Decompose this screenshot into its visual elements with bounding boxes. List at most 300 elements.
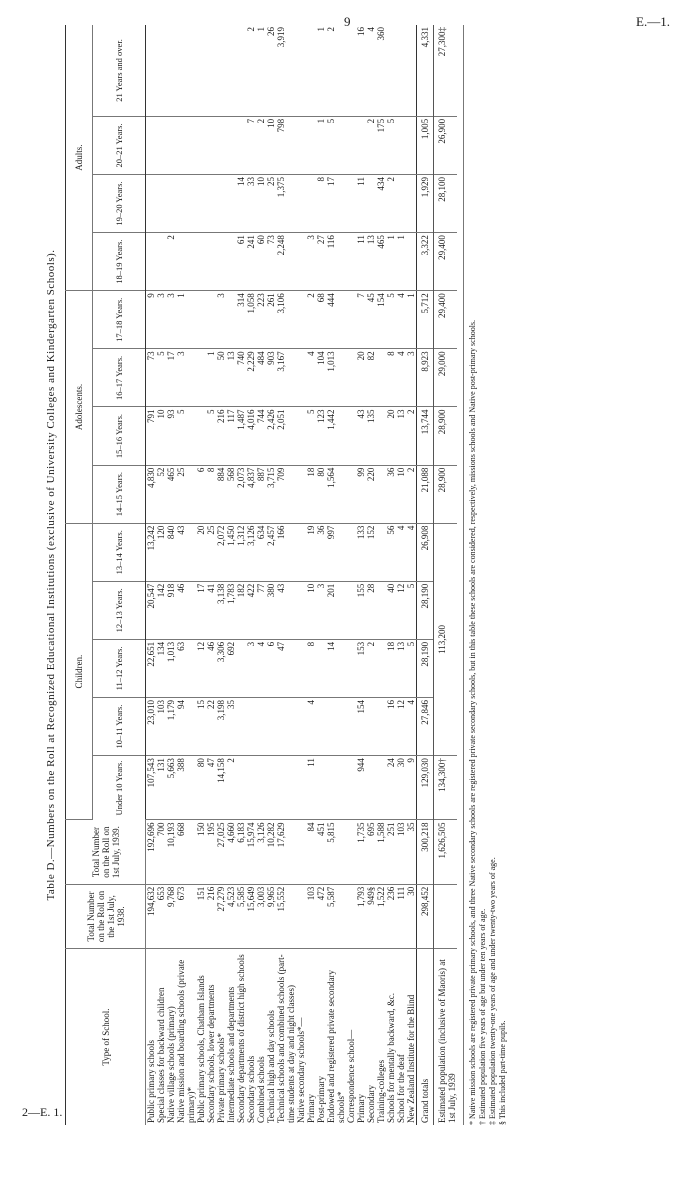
- totals-cell: 8,923: [417, 349, 434, 407]
- column-header: 21 Years and over.: [93, 25, 146, 116]
- table-cell: 5,663: [166, 756, 176, 820]
- table-cell: 634: [256, 523, 266, 581]
- table-cell: [376, 349, 386, 407]
- table-cell: 47: [276, 639, 296, 697]
- table-row: [316, 25, 326, 1125]
- table-cell: [216, 116, 226, 174]
- table-cell: 740: [236, 349, 246, 407]
- table-cell: 11: [356, 175, 366, 233]
- column-header: 17–18 Years.: [93, 291, 146, 349]
- rotated-table-block: [45, 25, 665, 1125]
- row-label: Native mission and boarding schools (private primary)*: [176, 959, 196, 1123]
- table-cell: 84: [306, 820, 316, 884]
- table-cell: 10: [256, 175, 266, 233]
- table-cell: 154: [376, 291, 386, 349]
- table-cell: 111: [396, 884, 406, 948]
- table-cell: 36: [386, 465, 396, 523]
- table-cell: [276, 698, 296, 756]
- table-cell: 18: [306, 465, 316, 523]
- table-cell: [266, 698, 276, 756]
- table-cell: 9,965: [266, 884, 276, 948]
- table-row: [236, 25, 246, 1125]
- table-cell: [216, 25, 226, 116]
- table-cell: 80: [196, 756, 206, 820]
- table-cell: [386, 25, 396, 116]
- table-cell: [346, 25, 356, 116]
- table-cell: [376, 639, 386, 697]
- table-row: [306, 25, 316, 1125]
- table-cell: [226, 25, 236, 116]
- table-cell: 472: [316, 884, 326, 948]
- table-cell: 2: [306, 291, 316, 349]
- table-cell: [306, 175, 316, 233]
- table-cell: [206, 116, 216, 174]
- estimated-cell: 26,900: [434, 116, 458, 174]
- table-row: [196, 25, 206, 1125]
- table-cell: 3,306: [216, 639, 226, 697]
- table-cell: 27,025: [216, 820, 226, 884]
- table-cell: 99: [356, 465, 366, 523]
- table-cell: 1,522: [376, 884, 386, 948]
- table-cell: 7: [246, 116, 256, 174]
- table-cell: [296, 25, 306, 116]
- table-cell: 7: [356, 291, 366, 349]
- table-cell: [346, 581, 356, 639]
- table-cell: 1,442: [326, 407, 346, 465]
- table-cell: 94: [176, 698, 196, 756]
- table-cell: 15: [196, 698, 206, 756]
- table-cell: [226, 116, 236, 174]
- table-cell: [246, 698, 256, 756]
- table-cell: 840: [166, 523, 176, 581]
- row-label: Native secondary schools*—: [296, 1017, 306, 1123]
- estimated-cell: 28,900: [434, 465, 458, 523]
- table-cell: [176, 175, 196, 233]
- table-cell: 20: [196, 523, 206, 581]
- table-cell: 5: [176, 407, 196, 465]
- table-cell: 35: [226, 698, 236, 756]
- table-cell: [346, 291, 356, 349]
- table-cell: 465: [376, 233, 386, 291]
- table-cell: 13: [396, 639, 406, 697]
- table-cell: 798: [276, 116, 296, 174]
- table-cell: 103: [306, 884, 316, 948]
- table-cell: 709: [276, 465, 296, 523]
- table-cell: 20: [386, 407, 396, 465]
- column-header: Type of School.: [66, 949, 146, 1125]
- table-cell: [176, 25, 196, 116]
- table-cell: 4: [306, 698, 316, 756]
- table-row: [366, 25, 376, 1125]
- table-cell: 155: [356, 581, 366, 639]
- table-cell: 3: [176, 349, 196, 407]
- table-cell: 1: [316, 116, 326, 174]
- table-cell: 4: [396, 349, 406, 407]
- estimated-cell: 134,300†: [434, 756, 458, 820]
- table-cell: 12: [396, 581, 406, 639]
- table-cell: 251: [386, 820, 396, 884]
- table-row: [386, 25, 396, 1125]
- table-cell: 153: [356, 639, 366, 697]
- totals-cell: 21,088: [417, 465, 434, 523]
- table-cell: [346, 698, 356, 756]
- table-cell: 103: [156, 698, 166, 756]
- table-cell: 2,248: [276, 233, 296, 291]
- table-cell: 61: [236, 233, 246, 291]
- table-cell: [296, 698, 306, 756]
- table-cell: 223: [256, 291, 266, 349]
- table-cell: 13: [366, 233, 376, 291]
- table-cell: 1,588: [376, 820, 386, 884]
- table-cell: 653: [156, 884, 166, 948]
- table-cell: 1: [316, 25, 326, 116]
- table-cell: 3,919: [276, 25, 296, 116]
- estimated-cell: 27,300‡: [434, 25, 458, 116]
- table-cell: 36: [316, 523, 326, 581]
- table-cell: 3,126: [256, 820, 266, 884]
- table-cell: 10: [156, 407, 166, 465]
- table-cell: 997: [326, 523, 346, 581]
- table-cell: 19: [306, 523, 316, 581]
- table-cell: [156, 25, 166, 116]
- group-children: Children.: [66, 523, 93, 820]
- estimated-cell: 29,000: [434, 349, 458, 407]
- table-cell: 1,375: [276, 175, 296, 233]
- table-cell: [156, 233, 166, 291]
- row-label: School for the deaf: [396, 1054, 406, 1123]
- row-label: Combined schools: [256, 1056, 266, 1123]
- table-cell: 15,649: [246, 884, 256, 948]
- table-cell: 23,010: [146, 698, 157, 756]
- table-cell: [256, 698, 266, 756]
- table-row: [326, 25, 346, 1125]
- table-cell: [376, 698, 386, 756]
- table-cell: 194,632: [146, 884, 157, 948]
- table-cell: [236, 116, 246, 174]
- column-header: 16–17 Years.: [93, 349, 146, 407]
- table-cell: 1,312: [236, 523, 246, 581]
- row-label: Public primary schools, Chatham Islands: [196, 975, 206, 1123]
- table-row: [376, 25, 386, 1125]
- table-cell: 3,126: [246, 523, 256, 581]
- totals-cell: 298,452: [417, 884, 434, 948]
- totals-cell: 13,744: [417, 407, 434, 465]
- table-cell: [206, 175, 216, 233]
- table-cell: [166, 116, 176, 174]
- table-cell: [396, 175, 406, 233]
- table-cell: 182: [236, 581, 246, 639]
- table-cell: 3: [316, 581, 326, 639]
- table-cell: [326, 756, 346, 820]
- column-header: 10–11 Years.: [93, 698, 146, 756]
- footnote: † Estimated population five years of age but under ten years of age.: [478, 908, 487, 1125]
- table-cell: [196, 233, 206, 291]
- table-cell: [246, 756, 256, 820]
- table-cell: 2,051: [276, 407, 296, 465]
- row-label: Technical schools and combined schools (part-time students at day and night classes): [276, 954, 296, 1123]
- totals-cell: 300,218: [417, 820, 434, 884]
- table-cell: 5: [326, 116, 346, 174]
- table-cell: [406, 25, 417, 116]
- table-cell: 17,629: [276, 820, 296, 884]
- table-cell: 1,487: [236, 407, 246, 465]
- table-cell: 236: [386, 884, 396, 948]
- footnotes: [463, 25, 508, 1125]
- table-cell: 73: [146, 349, 157, 407]
- column-header: 19–20 Years.: [93, 175, 146, 233]
- table-cell: [346, 884, 356, 948]
- table-cell: [296, 116, 306, 174]
- table-cell: 27,279: [216, 884, 226, 948]
- table-cell: 120: [156, 523, 166, 581]
- table-cell: 142: [156, 581, 166, 639]
- table-cell: [196, 349, 206, 407]
- totals-cell: 4,331: [417, 25, 434, 116]
- table-cell: 25: [176, 465, 196, 523]
- table-row: [146, 25, 157, 1125]
- table-cell: 3,167: [276, 349, 296, 407]
- table-cell: 4: [406, 523, 417, 581]
- table-row: [166, 25, 176, 1125]
- table-cell: [366, 175, 376, 233]
- column-header: Under 10 Years.: [93, 756, 146, 820]
- table-cell: 2: [386, 175, 396, 233]
- table-cell: 3: [246, 639, 256, 697]
- totals-cell: 5,712: [417, 291, 434, 349]
- table-cell: 43: [276, 581, 296, 639]
- row-label: Primary: [306, 1094, 316, 1123]
- table-cell: 360: [376, 25, 386, 116]
- table-cell: 8: [386, 349, 396, 407]
- row-label: Secondary schools: [246, 1055, 256, 1123]
- table-body: [146, 25, 458, 1125]
- table-cell: [296, 291, 306, 349]
- table-cell: 314: [236, 291, 246, 349]
- table-cell: [146, 25, 157, 116]
- table-cell: [196, 25, 206, 116]
- table-cell: [216, 175, 226, 233]
- table-cell: 25: [266, 175, 276, 233]
- table-cell: 3: [306, 233, 316, 291]
- table-cell: [226, 291, 236, 349]
- table-cell: [236, 756, 246, 820]
- table-row: [356, 25, 366, 1125]
- table-cell: 11: [306, 756, 316, 820]
- table-cell: [256, 756, 266, 820]
- table-cell: 117: [226, 407, 236, 465]
- column-header: 12–13 Years.: [93, 581, 146, 639]
- table-cell: 12: [396, 698, 406, 756]
- table-cell: 2,457: [266, 523, 276, 581]
- table-cell: 5: [406, 581, 417, 639]
- row-label: Special classes for backward children: [156, 987, 166, 1123]
- table-cell: 1: [176, 291, 196, 349]
- table-cell: 2,072: [216, 523, 226, 581]
- table-cell: 2: [166, 233, 176, 291]
- table-cell: 944: [356, 756, 366, 820]
- table-cell: 11: [356, 233, 366, 291]
- table-cell: [226, 233, 236, 291]
- table-cell: 668: [176, 820, 196, 884]
- table-cell: 50: [216, 349, 226, 407]
- table-cell: [146, 116, 157, 174]
- table-cell: [146, 175, 157, 233]
- table-cell: [296, 233, 306, 291]
- table-cell: 16: [356, 25, 366, 116]
- column-header: Total Number on the Roll on 1st July, 1939.: [66, 820, 146, 884]
- table-cell: 17: [196, 581, 206, 639]
- table-row: [156, 25, 166, 1125]
- table-cell: 3: [156, 291, 166, 349]
- table-cell: 151: [196, 884, 206, 948]
- table-cell: 744: [256, 407, 266, 465]
- table-cell: [296, 639, 306, 697]
- table-cell: 116: [326, 233, 346, 291]
- table-cell: 422: [246, 581, 256, 639]
- table-cell: 27: [316, 233, 326, 291]
- table-cell: 4: [256, 639, 266, 697]
- table-cell: [346, 233, 356, 291]
- table-cell: 10: [266, 116, 276, 174]
- group-adults: Adults.: [66, 25, 93, 291]
- table-cell: 3,106: [276, 291, 296, 349]
- table-cell: [376, 756, 386, 820]
- table-row: [226, 25, 236, 1125]
- table-cell: [236, 698, 246, 756]
- table-cell: 46: [206, 639, 216, 697]
- row-label: Native village schools (primary): [166, 1006, 176, 1123]
- table-cell: 1: [386, 233, 396, 291]
- table-cell: [176, 233, 196, 291]
- table-cell: 13: [396, 407, 406, 465]
- table-cell: 18: [386, 639, 396, 697]
- table-cell: 5: [206, 407, 216, 465]
- table-cell: 43: [356, 407, 366, 465]
- table-cell: 13,242: [146, 523, 157, 581]
- table-cell: 3,715: [266, 465, 276, 523]
- table-cell: [206, 25, 216, 116]
- table-cell: 4: [406, 698, 417, 756]
- estimated-population-row: [434, 25, 458, 1125]
- estimated-cell: 29,400: [434, 291, 458, 349]
- column-header: 14–15 Years.: [93, 465, 146, 523]
- table-cell: 20,547: [146, 581, 157, 639]
- table-cell: 4,837: [246, 465, 256, 523]
- table-cell: 388: [176, 756, 196, 820]
- table-cell: [276, 756, 296, 820]
- table-cell: [296, 523, 306, 581]
- table-cell: [406, 116, 417, 174]
- table-cell: 2: [366, 116, 376, 174]
- table-cell: 4: [396, 291, 406, 349]
- row-label: Training-colleges: [376, 1059, 386, 1123]
- table-cell: 484: [256, 349, 266, 407]
- table-cell: 380: [266, 581, 276, 639]
- margin-mark: 2—E. 1.: [22, 1105, 63, 1119]
- table-cell: 4: [306, 349, 316, 407]
- table-cell: 261: [266, 291, 276, 349]
- table-row: [176, 25, 196, 1125]
- table-cell: 150: [196, 820, 206, 884]
- table-cell: [196, 407, 206, 465]
- table-cell: 17: [326, 175, 346, 233]
- table-cell: 5: [406, 639, 417, 697]
- table-cell: 5: [386, 291, 396, 349]
- table-cell: [356, 116, 366, 174]
- table-cell: 24: [386, 756, 396, 820]
- column-header: 18–19 Years.: [93, 233, 146, 291]
- table-row: [396, 25, 406, 1125]
- table-cell: 3: [166, 291, 176, 349]
- table-cell: 80: [316, 465, 326, 523]
- table-cell: [316, 756, 326, 820]
- table-cell: 2: [406, 465, 417, 523]
- table-cell: 4,016: [246, 407, 256, 465]
- table-cell: [406, 233, 417, 291]
- table-cell: [226, 175, 236, 233]
- table-cell: 10,193: [166, 820, 176, 884]
- table-cell: [296, 465, 306, 523]
- footnote: * Native mission schools are registered private primary schools, and three Native secondary schools are registered private secondary schools, but in this table these schools are considered, respectively, missions schools and Native post-primary schools.: [468, 319, 477, 1125]
- table-cell: 2: [406, 407, 417, 465]
- table-cell: 77: [256, 581, 266, 639]
- table-cell: 20: [356, 349, 366, 407]
- table-cell: [366, 756, 376, 820]
- table-cell: [316, 698, 326, 756]
- estimated-label: Estimated population (inclusive of Maoris) at 1st July, 1939: [437, 959, 457, 1123]
- enrolment-table: [65, 25, 457, 1125]
- table-cell: 4,660: [226, 820, 236, 884]
- table-row: [296, 25, 306, 1125]
- totals-cell: 27,846: [417, 698, 434, 756]
- table-cell: 568: [226, 465, 236, 523]
- table-cell: [296, 820, 306, 884]
- table-cell: 8: [306, 639, 316, 697]
- table-cell: 465: [166, 465, 176, 523]
- totals-cell: 1,005: [417, 116, 434, 174]
- footnote: ‡ Estimated population twenty-one years of age and under twenty-two years of age.: [488, 857, 497, 1125]
- row-label: Technical high and day schools: [266, 1010, 276, 1123]
- table-cell: 13: [226, 349, 236, 407]
- table-cell: 45: [366, 291, 376, 349]
- table-cell: 692: [226, 639, 236, 697]
- table-cell: 3,003: [256, 884, 266, 948]
- table-cell: 154: [356, 698, 366, 756]
- table-cell: 10: [396, 465, 406, 523]
- table-cell: [156, 116, 166, 174]
- table-cell: [206, 233, 216, 291]
- table-cell: [236, 25, 246, 116]
- table-cell: 1: [406, 291, 417, 349]
- table-cell: 1,793: [356, 884, 366, 948]
- table-cell: 3,198: [216, 698, 226, 756]
- table-cell: 1,013: [326, 349, 346, 407]
- table-cell: 903: [266, 349, 276, 407]
- table-cell: 2: [246, 25, 256, 116]
- table-cell: 192,696: [146, 820, 157, 884]
- table-cell: 107,543: [146, 756, 157, 820]
- table-cell: 41: [206, 581, 216, 639]
- table-cell: 1,783: [226, 581, 236, 639]
- row-label: Private primary schools*: [216, 1033, 226, 1123]
- table-cell: 673: [176, 884, 196, 948]
- table-cell: 1,450: [226, 523, 236, 581]
- table-cell: [296, 175, 306, 233]
- table-cell: 918: [166, 581, 176, 639]
- table-cell: [346, 407, 356, 465]
- table-cell: 2: [226, 756, 236, 820]
- table-cell: 30: [406, 884, 417, 948]
